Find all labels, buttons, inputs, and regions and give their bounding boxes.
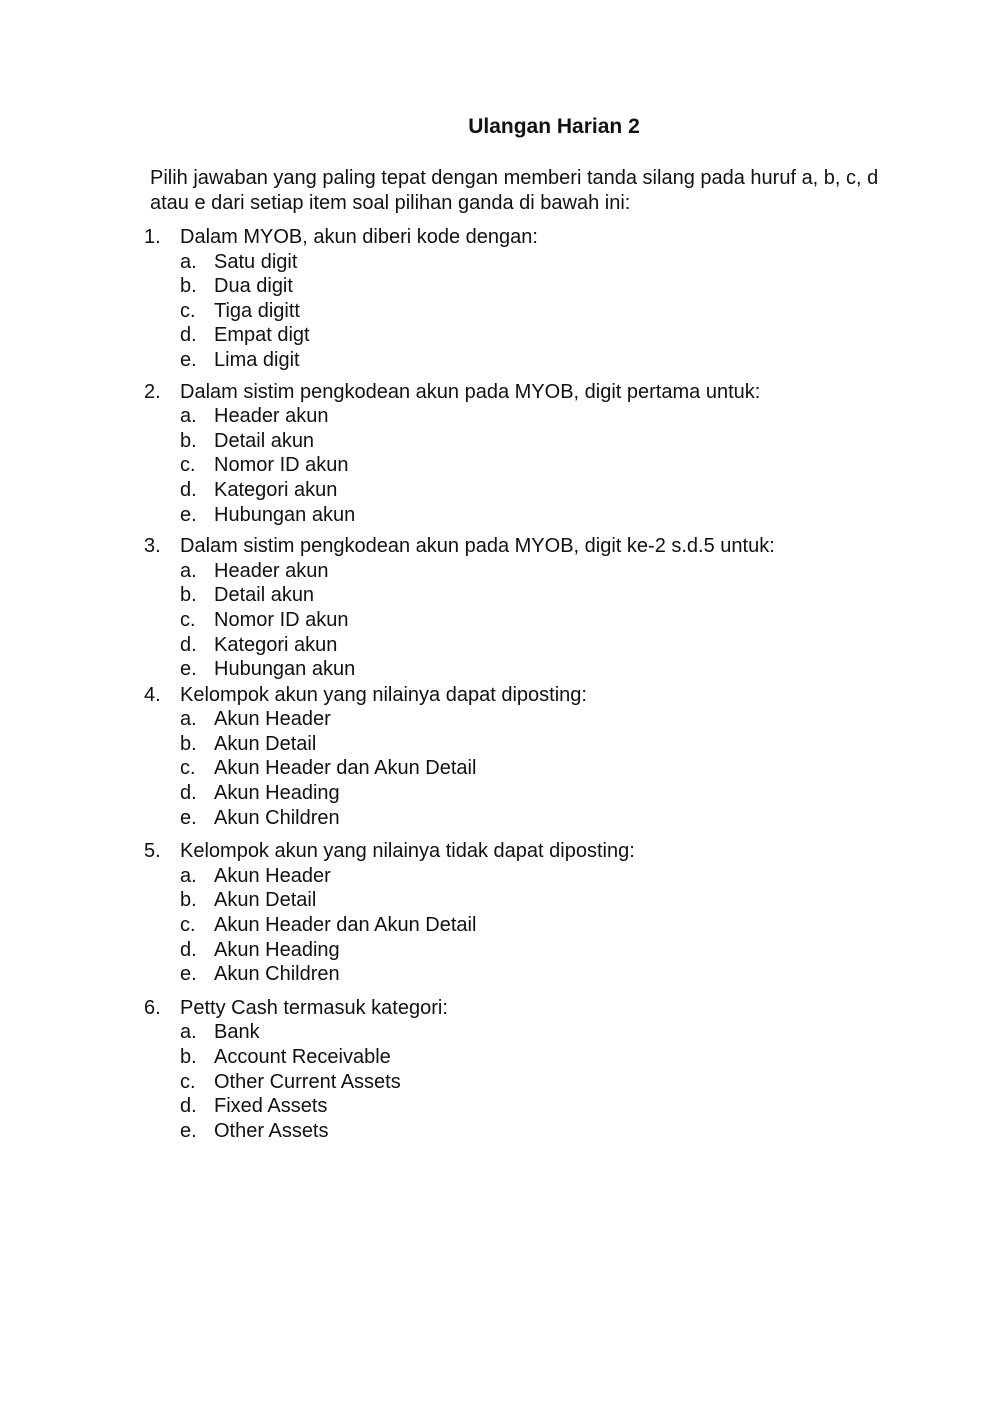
question-2 xyxy=(0,380,1000,528)
option-text: Empat digt xyxy=(214,324,310,347)
option-d[interactable] xyxy=(0,938,1000,963)
option-e[interactable] xyxy=(0,1119,1000,1144)
option-list xyxy=(0,559,1000,682)
option-a[interactable] xyxy=(0,707,1000,732)
option-text: Other Assets xyxy=(214,1119,329,1142)
option-letter: c. xyxy=(180,454,196,477)
option-text: Other Current Assets xyxy=(214,1070,401,1093)
option-letter: b. xyxy=(180,732,197,755)
option-a[interactable] xyxy=(0,864,1000,889)
option-text: Kategori akun xyxy=(214,478,338,501)
option-letter: a. xyxy=(180,864,197,887)
question-number: 5. xyxy=(144,840,161,863)
option-c[interactable] xyxy=(0,756,1000,781)
option-letter: c. xyxy=(180,914,196,937)
option-text: Hubungan akun xyxy=(214,503,356,526)
option-text: Kategori akun xyxy=(214,633,338,656)
option-a[interactable] xyxy=(0,559,1000,584)
option-text: Nomor ID akun xyxy=(214,608,349,631)
option-text: Akun Children xyxy=(214,806,340,829)
option-letter: c. xyxy=(180,299,196,322)
option-letter: e. xyxy=(180,658,197,681)
option-text: Akun Heading xyxy=(214,782,340,805)
spacer xyxy=(0,830,1000,839)
option-text: Akun Header dan Akun Detail xyxy=(214,914,477,937)
option-letter: b. xyxy=(180,429,197,452)
option-text: Header akun xyxy=(214,559,329,582)
question-list xyxy=(0,225,1000,1143)
option-e[interactable] xyxy=(0,348,1000,373)
option-text: Detail akun xyxy=(214,584,315,607)
option-text: Akun Header xyxy=(214,864,331,887)
option-letter: b. xyxy=(180,889,197,912)
option-text: Account Receivable xyxy=(214,1046,391,1068)
option-c[interactable] xyxy=(0,608,1000,633)
question-stem xyxy=(0,683,1000,708)
option-a[interactable] xyxy=(0,1020,1000,1045)
option-b[interactable] xyxy=(0,274,1000,299)
option-letter: d. xyxy=(180,324,197,347)
question-stem xyxy=(0,534,1000,559)
question-stem xyxy=(0,225,1000,250)
option-d[interactable] xyxy=(0,633,1000,658)
option-list xyxy=(0,404,1000,527)
option-letter: b. xyxy=(180,275,197,298)
question-text: Dalam sistim pengkodean akun pada MYOB, digit ke-2 s.d.5 untuk: xyxy=(180,535,775,558)
spacer xyxy=(0,373,1000,380)
option-c[interactable] xyxy=(0,1070,1000,1095)
question-5 xyxy=(0,839,1000,987)
option-letter: a. xyxy=(180,405,197,428)
spacer xyxy=(0,527,1000,534)
question-number: 4. xyxy=(144,683,161,706)
question-number: 6. xyxy=(144,996,161,1019)
option-e[interactable] xyxy=(0,962,1000,987)
option-text: Akun Children xyxy=(214,963,340,986)
option-text: Akun Detail xyxy=(214,889,317,912)
option-letter: e. xyxy=(180,963,197,986)
option-letter: d. xyxy=(180,938,197,961)
option-letter: a. xyxy=(180,250,197,273)
option-letter: d. xyxy=(180,1095,197,1118)
option-letter: d. xyxy=(180,478,197,501)
option-b[interactable] xyxy=(0,583,1000,608)
option-e[interactable] xyxy=(0,657,1000,682)
question-6 xyxy=(0,996,1000,1144)
option-c[interactable] xyxy=(0,913,1000,938)
question-stem xyxy=(0,380,1000,405)
option-c[interactable] xyxy=(0,453,1000,478)
option-text: Header akun xyxy=(214,405,329,428)
question-text: Kelompok akun yang nilainya dapat diposting: xyxy=(180,683,587,706)
question-stem xyxy=(0,839,1000,864)
option-b[interactable] xyxy=(0,732,1000,757)
question-text: Dalam MYOB, akun diberi kode dengan: xyxy=(180,226,538,248)
question-number: 3. xyxy=(144,535,161,558)
option-a[interactable] xyxy=(0,250,1000,275)
option-text: Bank xyxy=(214,1021,260,1044)
option-text: Akun Detail xyxy=(214,732,317,755)
option-d[interactable] xyxy=(0,781,1000,806)
option-letter: e. xyxy=(180,348,197,371)
option-letter: c. xyxy=(180,608,196,631)
option-text: Akun Heading xyxy=(214,938,340,961)
question-text: Dalam sistim pengkodean akun pada MYOB, digit pertama untuk: xyxy=(180,380,761,403)
option-text: Akun Header dan Akun Detail xyxy=(214,757,477,780)
question-number: 2. xyxy=(144,380,161,403)
option-letter: a. xyxy=(180,1021,197,1044)
option-c[interactable] xyxy=(0,299,1000,324)
question-stem xyxy=(0,996,1000,1021)
option-text: Detail akun xyxy=(214,429,315,452)
option-letter: b. xyxy=(180,1046,197,1068)
option-b[interactable] xyxy=(0,429,1000,454)
question-text: Petty Cash termasuk kategori: xyxy=(180,996,448,1019)
option-b[interactable] xyxy=(0,1045,1000,1070)
option-text: Akun Header xyxy=(214,708,331,731)
question-3 xyxy=(0,534,1000,682)
option-d[interactable] xyxy=(0,1094,1000,1119)
option-letter: c. xyxy=(180,1070,196,1093)
option-letter: d. xyxy=(180,782,197,805)
question-4 xyxy=(0,683,1000,831)
option-letter: c. xyxy=(180,757,196,780)
option-text: Dua digit xyxy=(214,275,293,298)
option-letter: e. xyxy=(180,1119,197,1142)
option-text: Satu digit xyxy=(214,250,298,273)
option-a[interactable] xyxy=(0,404,1000,429)
option-list xyxy=(0,864,1000,987)
question-text: Kelompok akun yang nilainya tidak dapat diposting: xyxy=(180,840,635,863)
option-e[interactable] xyxy=(0,503,1000,528)
option-text: Lima digit xyxy=(214,348,300,371)
option-letter: a. xyxy=(180,559,197,582)
option-d[interactable] xyxy=(0,478,1000,503)
option-text: Hubungan akun xyxy=(214,658,356,681)
option-d[interactable] xyxy=(0,323,1000,348)
page-title: Ulangan Harian 2 xyxy=(468,115,640,138)
option-text: Tiga digitt xyxy=(214,299,300,322)
option-list xyxy=(0,1020,1000,1143)
option-e[interactable] xyxy=(0,806,1000,831)
question-1 xyxy=(0,225,1000,373)
option-letter: e. xyxy=(180,806,197,829)
option-text: Nomor ID akun xyxy=(214,454,349,477)
option-list xyxy=(0,707,1000,830)
option-text: Fixed Assets xyxy=(214,1095,328,1118)
option-letter: d. xyxy=(180,633,197,656)
option-letter: b. xyxy=(180,584,197,607)
option-list xyxy=(0,250,1000,373)
option-letter: a. xyxy=(180,708,197,731)
option-b[interactable] xyxy=(0,888,1000,913)
spacer xyxy=(0,987,1000,996)
question-number: 1. xyxy=(144,226,161,248)
option-letter: e. xyxy=(180,503,197,526)
instructions-text: Pilih jawaban yang paling tepat dengan memberi tanda silang pada huruf a, b, c, d atau e dari setiap item soal pilihan ganda di bawah ini: xyxy=(150,167,879,214)
